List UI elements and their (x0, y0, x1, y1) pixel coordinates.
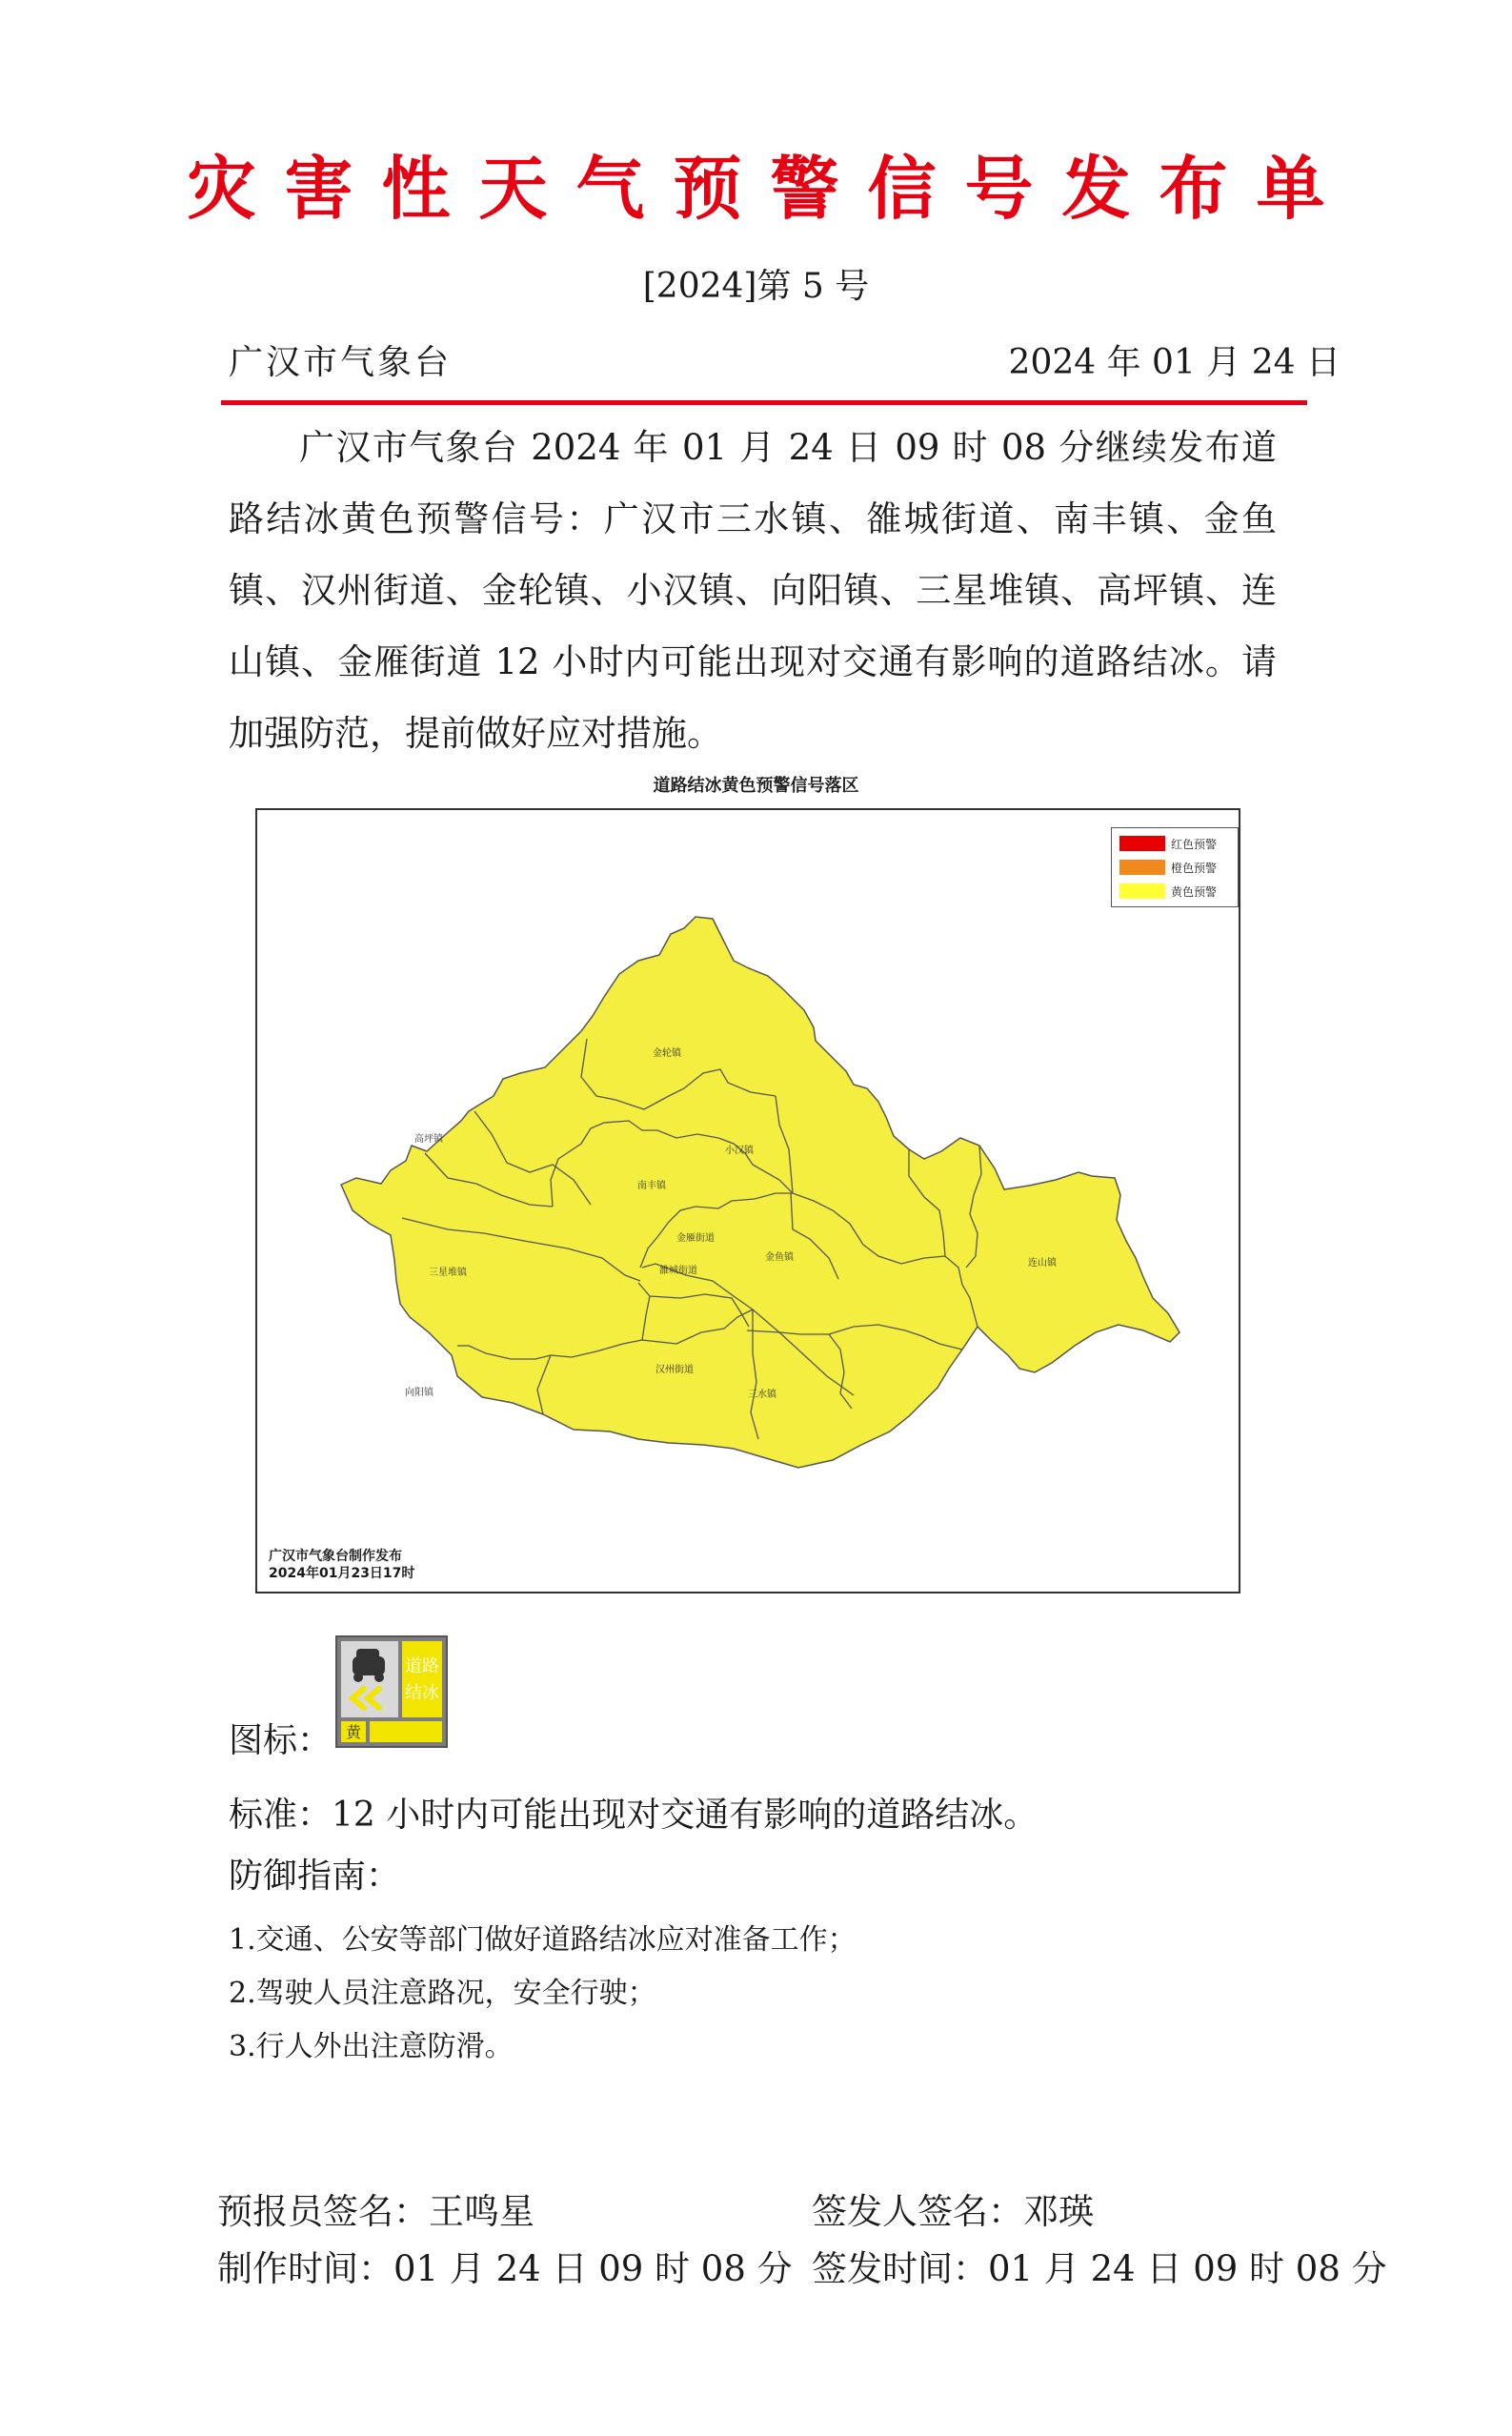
issue-date: 2024 年 01 月 24 日 (1008, 343, 1341, 382)
legend-swatch-red (1119, 836, 1165, 851)
town-label-nanfeng: 南丰镇 (637, 1181, 666, 1191)
legend-label-yellow: 黄色预警 (1171, 884, 1218, 899)
map-credit-line1: 广汉市气象台制作发布 (269, 1549, 402, 1564)
town-label-sanshui: 三水镇 (748, 1390, 776, 1400)
legend-item-red (1119, 834, 1217, 853)
legend-label-red: 红色预警 (1171, 837, 1218, 851)
town-label-jinyu: 金鱼镇 (765, 1252, 794, 1263)
issue-time: 签发时间：01 月 24 日 09 时 08 分 (812, 2248, 1387, 2289)
guide-item: 3.行人外出注意防滑。 (229, 2030, 514, 2063)
guide-item: 1.交通、公安等部门做好道路结冰应对准备工作； (229, 1923, 857, 1957)
road-icing-yellow-icon (335, 1635, 448, 1748)
document-title: 灾害性天气预警信号发布单 (187, 148, 1354, 229)
made-time: 制作时间：01 月 24 日 09 时 08 分 (217, 2248, 793, 2289)
map-region (341, 917, 1179, 1468)
town-label-xiangyang: 向阳镇 (405, 1388, 433, 1398)
town-label-jinlun: 金轮镇 (653, 1048, 681, 1059)
warning-map (255, 808, 1240, 1594)
map-credit (269, 1548, 414, 1582)
guide-item: 2.驾驶人员注意路况，安全行驶； (229, 1977, 656, 2010)
icon-label: 图标： (229, 1721, 333, 1760)
town-label-jinyan: 金雁街道 (676, 1233, 715, 1244)
forecaster-signature: 预报员签名：王鸣星 (217, 2191, 534, 2232)
town-label-lianshan: 连山镇 (1028, 1258, 1057, 1269)
map-credit-line2: 2024年01月23日17时 (269, 1566, 415, 1581)
issuer-signature: 签发人签名：邓瑛 (812, 2191, 1094, 2232)
map-svg (257, 810, 1239, 1592)
town-label-xiaohan: 小汉镇 (725, 1146, 754, 1156)
icon-text-top: 道路 (405, 1656, 439, 1676)
defense-guide-title: 防御指南： (229, 1857, 401, 1896)
city-outline (341, 917, 1179, 1468)
legend-item-yellow (1119, 882, 1217, 901)
legend-swatch-yellow (1119, 883, 1165, 899)
document-number: [2024]第 5 号 (642, 267, 870, 306)
town-label-hanzhou: 汉州街道 (655, 1365, 694, 1375)
map-title: 道路结冰黄色预警信号落区 (653, 776, 859, 796)
issuer-name: 广汉市气象台 (229, 343, 453, 382)
town-label-luocheng: 雒城街道 (659, 1266, 697, 1276)
icon-level-text: 黄 (345, 1723, 362, 1741)
warning-body: 广汉市气象台 2024 年 01 月 24 日 09 时 08 分继续发布道路结冰黄色预警信号：广汉市三水镇、雒城街道、南丰镇、金鱼镇、汉州街道、金轮镇、小汉镇、向阳镇、三星堆镇、高坪镇、连山镇、金雁街道 12 小时内可能出现对交通有影响的道路结冰。请加强防范，提前做好应对措施。 (229, 427, 1277, 754)
icon-text-bottom: 结冰 (405, 1683, 439, 1703)
warning-standard: 标准：12 小时内可能出现对交通有影响的道路结冰。 (229, 1796, 1038, 1835)
town-label-gaoping: 高坪镇 (414, 1134, 443, 1145)
legend-swatch-orange (1119, 860, 1165, 875)
legend-label-orange: 橙色预警 (1171, 861, 1218, 875)
legend-item-orange (1119, 858, 1217, 877)
map-legend (1111, 827, 1239, 907)
town-label-sanxingdui: 三星堆镇 (429, 1268, 467, 1278)
red-divider (221, 400, 1307, 405)
